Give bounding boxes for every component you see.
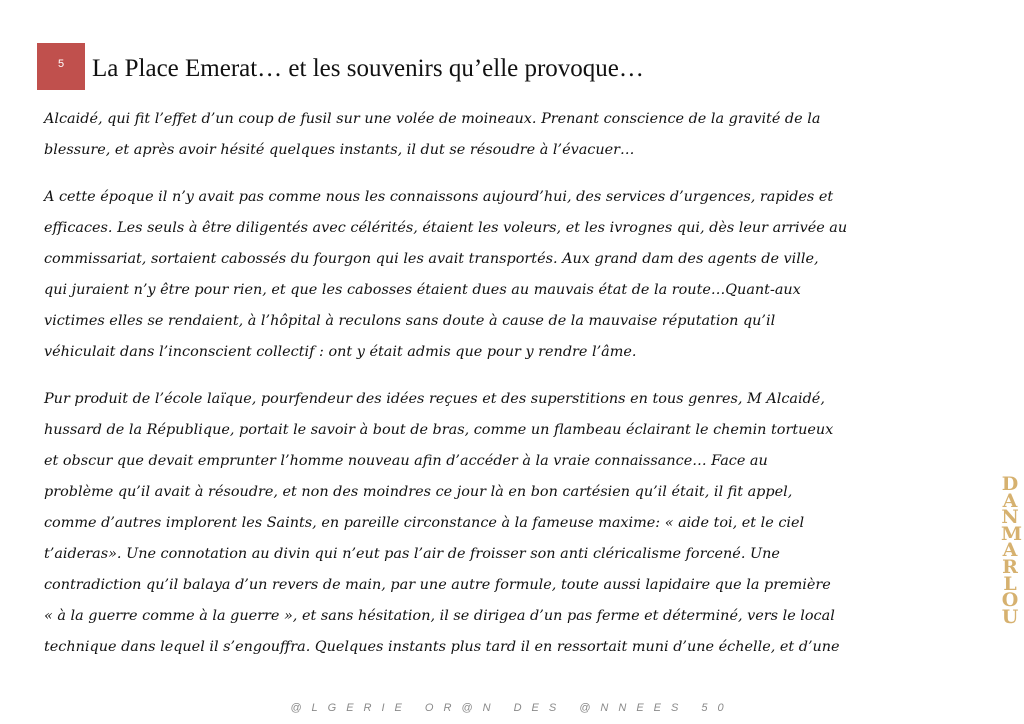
text-line: Pur produit de l’école laïque, pourfendeur des idées reçues et des superstitions en tous genres, M Alcaidé, — [44, 391, 825, 407]
text-line: « à la guerre comme à la guerre », et sans hésitation, il se dirigea d’un pas ferme et déterminé, vers le local — [44, 608, 835, 624]
page-number: 5 — [57, 57, 65, 70]
text-line: problème qu’il avait à résoudre, et non des moindres ce jour là en bon cartésien qu’il était, il fit appel, — [44, 484, 793, 500]
text-line: contradiction qu’il balaya d’un revers de main, par une autre formule, toute aussi lapidaire que la première — [44, 577, 831, 593]
paragraph-3 — [44, 384, 984, 663]
article-body — [44, 104, 984, 679]
text-line: A cette époque il n’y avait pas comme nous les connaissons aujourd’hui, des services d’urgences, rapides et — [44, 189, 834, 205]
side-brand-letter: U — [1001, 605, 1019, 628]
page-number-badge — [37, 43, 85, 90]
text-line: Alcaidé, qui fit l’effet d’un coup de fusil sur une volée de moineaux. Prenant conscience de la gravité de la — [44, 111, 821, 127]
text-line: blessure, et après avoir hésité quelques instants, il dut se résoudre à l’évacuer… — [44, 142, 635, 158]
side-brand-letter: L — [1003, 572, 1017, 595]
side-brand-letter: D — [1001, 473, 1019, 495]
text-line: hussard de la République, portait le savoir à bout de bras, comme un flambeau éclairant le chemin tortueux — [44, 422, 834, 438]
text-line: t’aideras». Une connotation au divin qui n’eut pas l’air de froisser son anti cléricalisme forcené. Une — [44, 546, 780, 562]
page-title: La Place Emerat… et les souvenirs qu’elle provoque… — [92, 55, 644, 82]
text-line: comme d’autres implorent les Saints, en pareille circonstance à la fameuse maxime: « aide toi, et le ciel — [44, 515, 805, 531]
text-line: et obscur que devait emprunter l’homme nouveau afin d’accéder à la vraie connaissance… Face au — [44, 453, 768, 469]
text-line: technique dans lequel il s’engouffra. Quelques instants plus tard il en ressortait muni d’une échelle, et d’une — [44, 639, 840, 655]
text-line: efficaces. Les seuls à être diligentés avec célérités, étaient les voleurs, et les ivrognes qui, dès leur arrivée au — [44, 220, 848, 236]
footer-caption: @LGERIE OR@N DES @NNEES 50 — [290, 702, 734, 714]
paragraph-2 — [44, 182, 984, 368]
text-line: commissariat, sortaient cabossés du fourgon qui les avait transportés. Aux grand dam des agents de ville, — [44, 251, 819, 267]
text-line: qui juraient n’y être pour rien, et que les cabosses étaient dues au mauvais état de la route…Quant-aux — [44, 282, 801, 298]
side-brand-letter: A — [1002, 489, 1018, 512]
side-brand-watermark — [1001, 473, 1023, 628]
text-line: véhiculait dans l’inconscient collectif : ont y était admis que pour y rendre l’âme. — [44, 344, 637, 360]
side-brand-letter: R — [1002, 555, 1018, 578]
side-brand-letter: N — [1001, 506, 1019, 529]
side-brand-letter: O — [1001, 589, 1019, 612]
side-brand-letter: A — [1002, 539, 1018, 562]
text-line: victimes elles se rendaient, à l’hôpital à reculons sans doute à cause de la mauvaise réputation qu’il — [44, 313, 776, 329]
side-brand-letter: M — [1001, 522, 1023, 545]
paragraph-1 — [44, 104, 984, 166]
